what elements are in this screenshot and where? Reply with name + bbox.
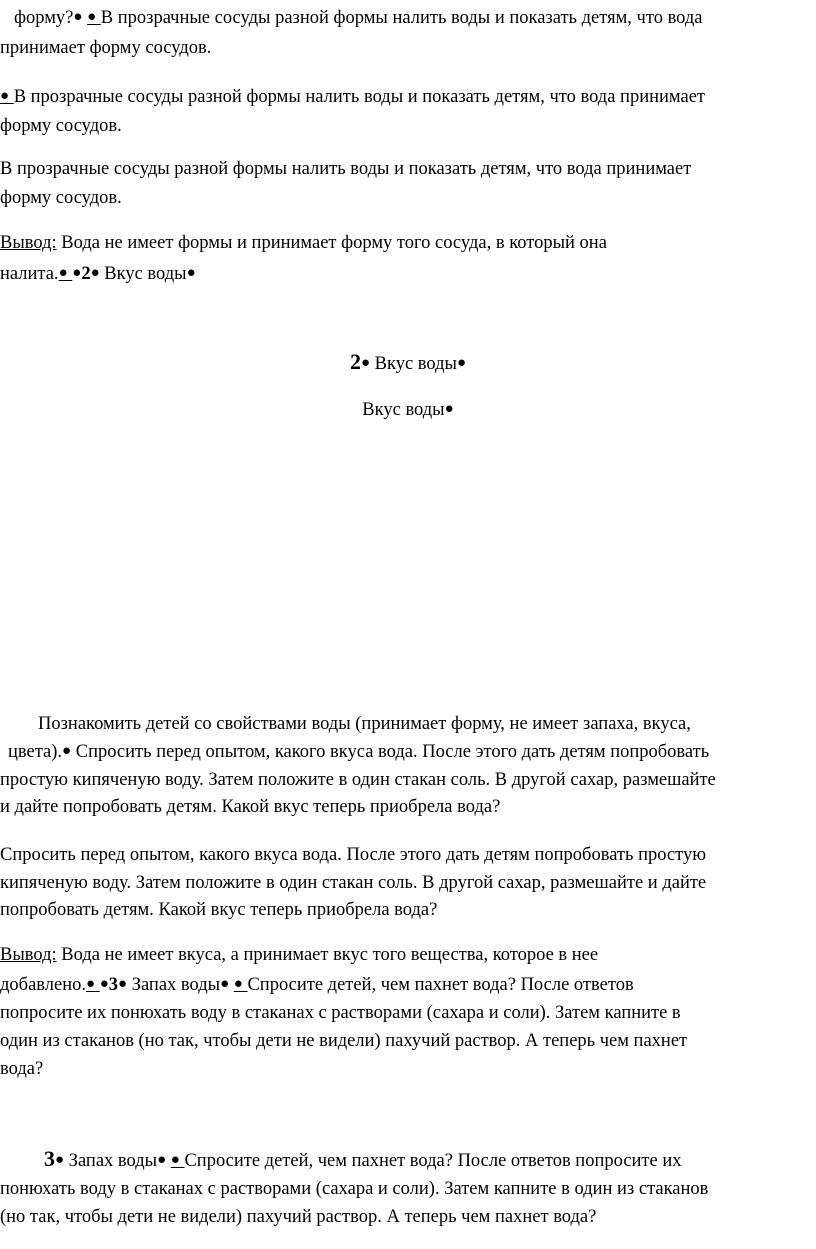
conclusion-2-line-2 (0, 971, 634, 1000)
paragraph-5-line-2: кипяченую воду. Затем положите в один стакан соль. В другой сахар, размешайте и дайте (0, 873, 707, 893)
conclusion-1-line-2 (0, 260, 196, 289)
conclusion-label: Вывод: (0, 233, 57, 253)
paragraph-4-line-3: простую кипяченую воду. Затем положите в один стакан соль. В другой сахар, размешайте (0, 770, 716, 790)
conclusion-1-line-1 (0, 229, 607, 257)
conclusion-2-line-4: один из стаканов (но так, чтобы дети не видели) пахучий раствор. А теперь чем пахнет (0, 1031, 688, 1051)
paragraph-1-line-2: принимает форму сосудов. (0, 38, 212, 58)
paragraph-5-line-3: попробовать детям. Какой вкус теперь приобрела вода? (0, 900, 438, 920)
bullet-icon: ● (58, 265, 68, 281)
heading-title: Вкус воды (374, 354, 457, 374)
bullet-icon: ● (86, 976, 96, 992)
section-number: 3 (108, 975, 118, 995)
text-fragment: цвета). (8, 742, 63, 762)
text-fragment: налита. (0, 264, 59, 284)
bullet-icon: ● (157, 1152, 167, 1168)
paragraph-2-line-1 (0, 83, 705, 112)
bullet-icon: ● (220, 976, 230, 992)
text-fragment: В прозрачные сосуды разной формы налить воды и показать детям, что вода принимает (13, 87, 705, 107)
paragraph-6-line-2: понюхать воду в стаканах с растворами (сахара и соли). Затем капните в один из стаканов (0, 1179, 709, 1199)
conclusion-2-line-3: попросите их понюхать воду в стаканах с растворами (сахара и соли). Затем капните в (0, 1003, 681, 1023)
paragraph-1-line-1 (14, 4, 703, 33)
paragraph-2-line-2: форму сосудов. (0, 116, 122, 136)
paragraph-4-line-1: Познакомить детей со свойствами воды (принимает форму, не имеет запаха, вкуса, (38, 714, 691, 734)
text-fragment: форму? (14, 8, 74, 28)
bullet-icon: ● (233, 976, 243, 992)
paragraph-3-line-2: форму сосудов. (0, 188, 122, 208)
text-fragment: В прозрачные сосуды разной формы налить воды и показать детям, что вода (100, 8, 703, 28)
text-fragment: Запах воды (68, 1151, 158, 1171)
paragraph-4-line-2 (8, 738, 709, 767)
bullet-icon: ● (55, 1152, 65, 1168)
bullet-icon: ● (90, 265, 100, 281)
bullet-icon: ● (360, 355, 371, 371)
text-fragment: Запах воды (131, 975, 221, 995)
text-fragment: Вкус воды (104, 264, 187, 284)
conclusion-label: Вывод: (0, 945, 57, 965)
bullet-icon: ● (118, 976, 128, 992)
section-subheading-2 (0, 396, 816, 425)
heading-title: Вкус воды (362, 400, 445, 420)
bullet-icon: ● (170, 1152, 180, 1168)
paragraph-6-line-1 (44, 1145, 682, 1176)
bullet-icon: ● (87, 9, 97, 25)
paragraph-5-line-1: Спросить перед опытом, какого вкуса вода. После этого дать детям попробовать простую (0, 845, 707, 865)
paragraph-3-line-1: В прозрачные сосуды разной формы налить воды и показать детям, что вода принимает (0, 159, 692, 179)
text-fragment: Спросите детей, чем пахнет вода? После ответов (247, 975, 634, 995)
section-number: 2 (349, 349, 361, 374)
bullet-icon: ● (62, 743, 72, 759)
paragraph-4-line-4: и дайте попробовать детям. Какой вкус теперь приобрела вода? (0, 797, 501, 817)
text-fragment: Вода не имеет формы и принимает форму того сосуда, в который она (61, 233, 607, 253)
bullet-icon: ● (186, 265, 196, 281)
bullet-icon: ● (99, 976, 109, 992)
text-fragment: добавлено. (0, 975, 86, 995)
bullet-icon: ● (0, 88, 10, 104)
section-number: 2 (81, 264, 91, 284)
bullet-icon: ● (456, 355, 467, 371)
text-fragment: Спросить перед опытом, какого вкуса вода. После этого дать детям попробовать (75, 742, 710, 762)
section-number: 3 (44, 1146, 55, 1171)
bullet-icon: ● (72, 265, 82, 281)
conclusion-2-line-5: вода? (0, 1059, 44, 1079)
text-fragment: Спросите детей, чем пахнет вода? После ответов попросите их (184, 1151, 682, 1171)
bullet-icon: ● (73, 9, 83, 25)
text-fragment: Вода не имеет вкуса, а принимает вкус того вещества, которое в нее (61, 945, 599, 965)
section-heading-2 (0, 348, 816, 379)
bullet-icon: ● (444, 401, 454, 417)
paragraph-6-line-3: (но так, чтобы дети не видели) пахучий раствор. А теперь чем пахнет вода? (0, 1207, 597, 1227)
conclusion-2-line-1 (0, 941, 598, 969)
